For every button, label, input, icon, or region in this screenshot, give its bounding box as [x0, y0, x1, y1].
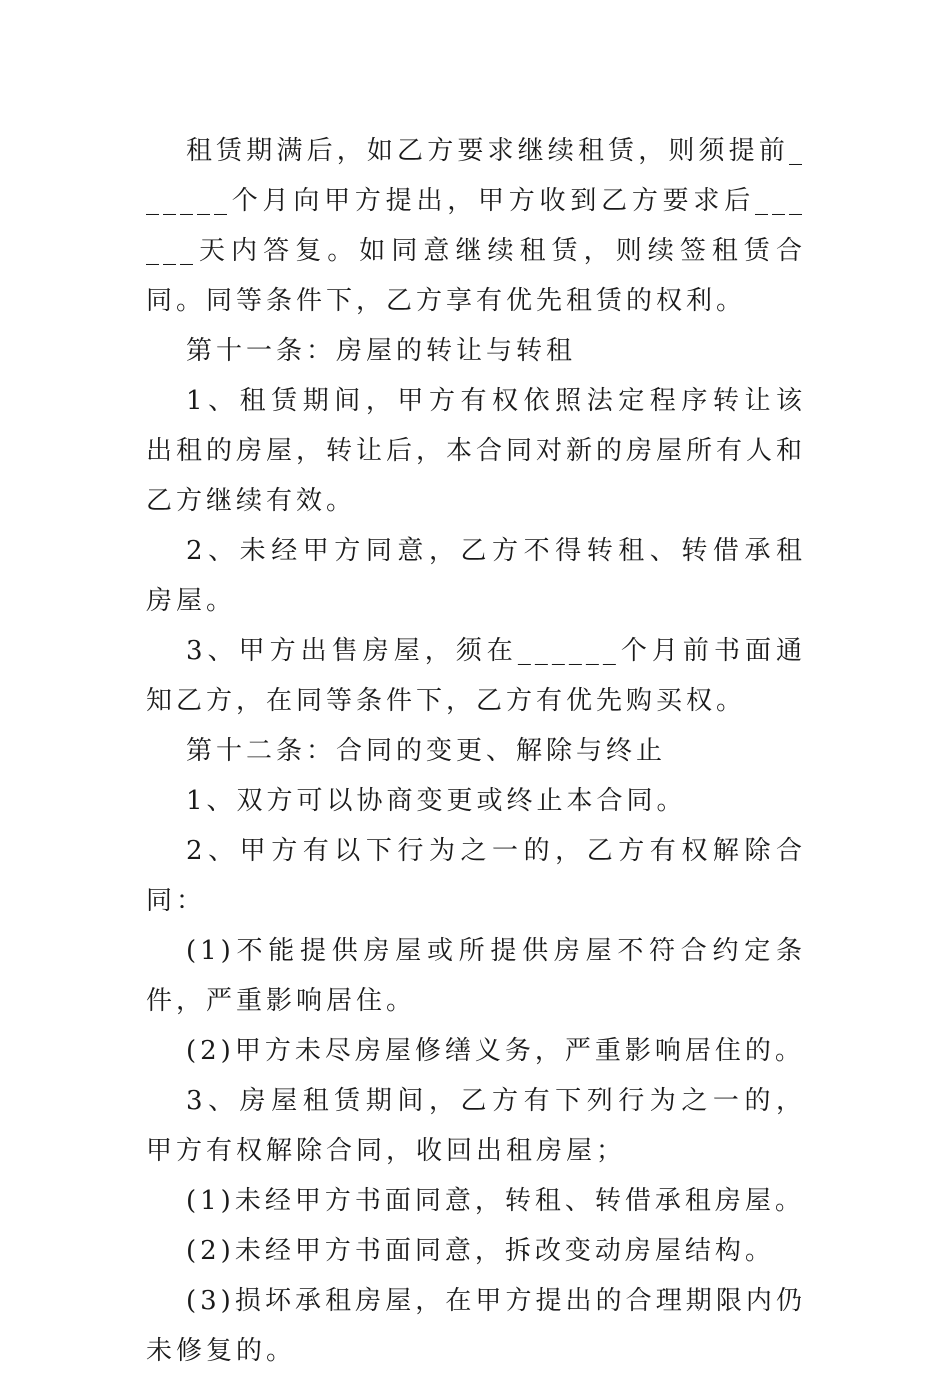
- paragraph-change-3: 3、房屋租赁期间，乙方有下列行为之一的，甲方有权解除合同，收回出租房屋；: [146, 1086, 806, 1166]
- paragraph-change-1: 1、双方可以协商变更或终止本合同。: [186, 786, 687, 816]
- paragraph-renewal: 租赁期满后，如乙方要求继续租赁，则须提前______个月向甲方提出，甲方收到乙方要求后______天内答复。如同意继续租赁，则续签租赁合同。同等条件下，乙方享有优先租赁的权利。: [146, 136, 806, 316]
- paragraph-change-2: 2、甲方有以下行为之一的，乙方有权解除合同：: [146, 836, 806, 916]
- paragraph-change-3-item-3: (3)损坏承租房屋，在甲方提出的合理期限内仍未修复的。: [146, 1286, 806, 1366]
- paragraph-transfer-3: 3、甲方出售房屋，须在______个月前书面通知乙方，在同等条件下，乙方有优先购买权。: [146, 636, 806, 716]
- paragraph-change-3-item-2: (2)未经甲方书面同意，拆改变动房屋结构。: [186, 1236, 775, 1266]
- paragraph-change-2-item-2: (2)甲方未尽房屋修缮义务，严重影响居住的。: [186, 1036, 805, 1066]
- document-body: [146, 126, 806, 1376]
- paragraph-transfer-1: 1、租赁期间，甲方有权依照法定程序转让该出租的房屋，转让后，本合同对新的房屋所有人和乙方继续有效。: [146, 386, 807, 516]
- paragraph-change-3-item-1: (1)未经甲方书面同意，转租、转借承租房屋。: [186, 1186, 805, 1216]
- paragraph-transfer-2: 2、未经甲方同意，乙方不得转租、转借承租房屋。: [146, 536, 806, 616]
- heading-article-11: 第十一条：房屋的转让与转租: [186, 336, 577, 366]
- paragraph-change-2-item-1: (1)不能提供房屋或所提供房屋不符合约定条件，严重影响居住。: [146, 936, 806, 1016]
- heading-article-12: 第十二条：合同的变更、解除与终止: [186, 736, 667, 766]
